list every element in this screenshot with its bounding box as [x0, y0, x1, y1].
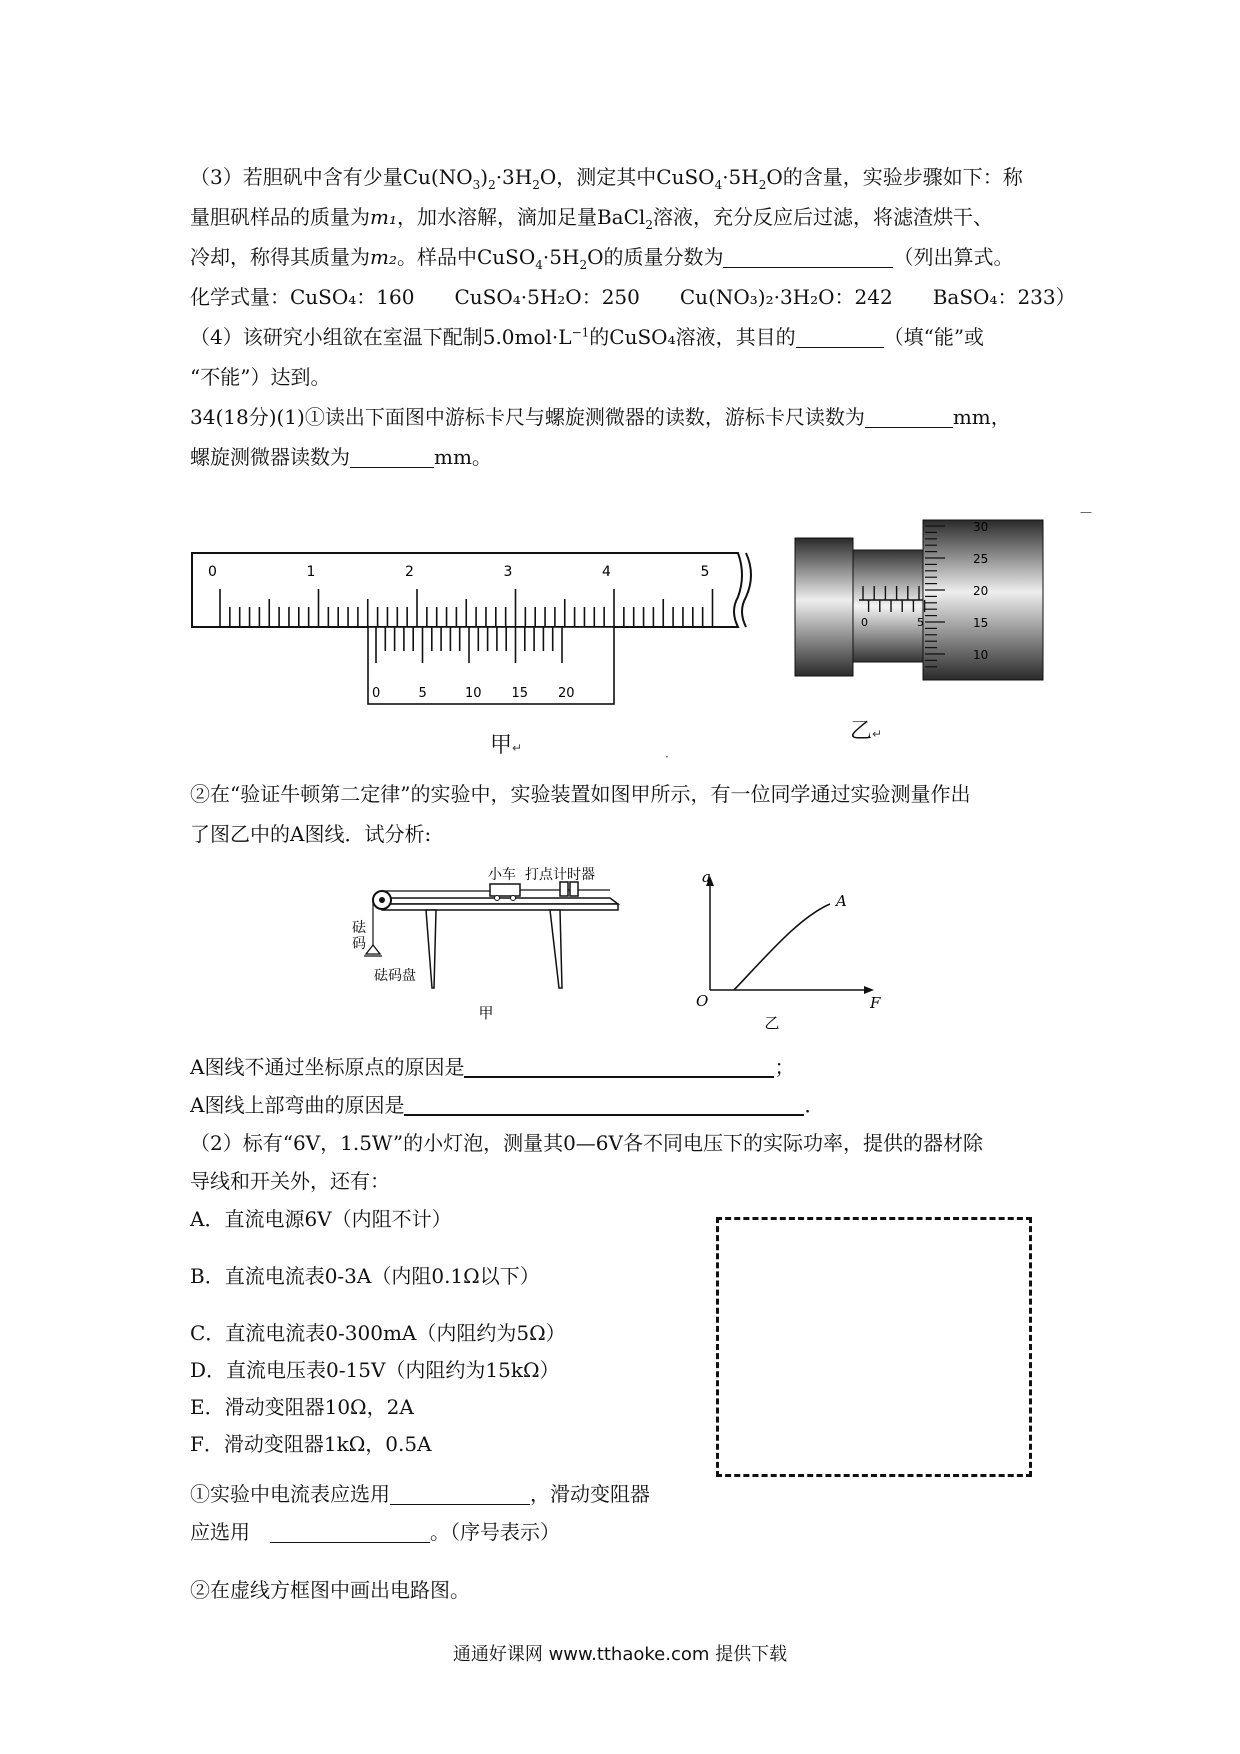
unit-mm: mm。 — [434, 445, 492, 469]
vernier-caliper-figure — [190, 545, 760, 720]
newton-q2-text: A图线上部弯曲的原因是 — [190, 1093, 405, 1117]
circuit-instruction — [190, 1576, 470, 1604]
q34-line1 — [190, 403, 1011, 431]
origin-label: O — [696, 992, 709, 1010]
vernier-label: 0 — [372, 686, 381, 701]
micrometer-caption — [850, 714, 882, 745]
select-line2 — [190, 1518, 560, 1546]
table-leg — [426, 910, 436, 988]
newton-line2 — [190, 820, 431, 848]
thimble-label: 25 — [973, 552, 989, 566]
q34-text: 螺旋测微器读数为 — [190, 445, 350, 469]
p4-text: “不能”）达到。 — [190, 365, 331, 389]
caliper-reading-blank[interactable] — [865, 405, 953, 428]
thimble-label: 10 — [973, 648, 989, 662]
select-text: ①实验中电流表应选用 — [190, 1482, 390, 1506]
origin-reason-blank[interactable] — [464, 1054, 774, 1078]
pan-label: 砝码盘 — [374, 968, 416, 984]
part2-line1 — [190, 1129, 983, 1157]
option-text: A．直流电源6V（内阻不计） — [190, 1207, 452, 1231]
part2-line2 — [190, 1167, 390, 1195]
p3-text: O的质量分数为 — [587, 245, 724, 269]
select-line1 — [190, 1480, 650, 1508]
graph-caption: 乙 — [764, 1014, 780, 1032]
p3-text: O，测定其中CuSO — [539, 165, 715, 189]
p3-text: ，加水溶解，滴加足量BaCl — [396, 205, 646, 229]
thimble-label: 30 — [973, 520, 989, 534]
p3-text: （3）若胆矾中含有少量Cu(NO — [190, 165, 473, 189]
mass-m1: m₁ — [370, 205, 397, 229]
main-scale-label: 4 — [602, 564, 611, 580]
option-text: C．直流电流表0-300mA（内阻约为5Ω） — [190, 1321, 566, 1345]
ammeter-choice-blank[interactable] — [390, 1482, 530, 1505]
part2-text: （2）标有“6V，1.5W”的小灯泡，测量其0—6V各不同电压下的实际功率，提供的器材除 — [190, 1131, 983, 1155]
option-a — [190, 1205, 452, 1233]
track-board — [382, 898, 618, 904]
q34-line2 — [190, 443, 492, 471]
select-text: 。（序号表示） — [430, 1520, 560, 1544]
experiment-setup-figure — [352, 867, 630, 1022]
sleeve-label: 5 — [917, 616, 924, 629]
subscript: 2 — [579, 258, 588, 272]
p3-text: ·5H — [722, 165, 759, 189]
weight-pan — [366, 945, 380, 954]
subscript: 2 — [758, 178, 767, 192]
main-scale-label: 0 — [208, 564, 217, 580]
newton-q1-end: ； — [774, 1055, 795, 1079]
unit-mm: mm， — [952, 405, 1011, 429]
p3-text: 。样品中CuSO — [396, 245, 536, 269]
timer — [570, 882, 578, 896]
footer-text: 通通好课网 www.tthaoke.com 提供下载 — [452, 1644, 788, 1665]
main-scale-label: 5 — [700, 564, 710, 580]
cart — [490, 884, 520, 896]
frame-anvil — [795, 538, 853, 676]
p3-text: （列出算式。 — [893, 245, 1014, 269]
cart-wheel — [495, 896, 500, 901]
purpose-blank[interactable] — [796, 325, 884, 348]
p3-text: 冷却，称得其质量为 — [190, 245, 370, 269]
vernier-label: 20 — [558, 686, 575, 701]
newton-q2 — [190, 1091, 824, 1119]
p3-text: O的含量，实验步骤如下：称 — [766, 165, 1023, 189]
option-text: B．直流电流表0-3A（内阻0.1Ω以下） — [190, 1264, 540, 1288]
subscript: 2 — [645, 218, 653, 232]
rheostat-choice-blank[interactable] — [270, 1520, 430, 1543]
newton-text: 了图乙中的A图线．试分析: — [190, 822, 432, 846]
option-text: D．直流电压表0-15V（内阻约为15kΩ） — [190, 1358, 560, 1382]
mass-fraction-blank[interactable] — [723, 245, 893, 268]
p4-text: （填“能”或 — [883, 325, 985, 349]
p3-text: ·3H — [495, 165, 533, 189]
p3-text: ) — [480, 165, 489, 189]
a-f-graph — [690, 868, 890, 1032]
select-text: 应选用 — [190, 1520, 250, 1544]
return-mark-icon: ↵ — [872, 727, 883, 741]
newton-q1 — [190, 1053, 794, 1081]
subscript: 3 — [472, 178, 481, 192]
cart-label: 小车 — [488, 867, 516, 883]
main-scale-label: 2 — [405, 564, 414, 580]
vernier-label: 15 — [511, 686, 529, 701]
newton-q1-text: A图线不通过坐标原点的原因是 — [190, 1055, 465, 1079]
circuit-text: ②在虚线方框图中画出电路图。 — [190, 1578, 470, 1602]
sleeve — [853, 550, 933, 662]
caliper-caption-text: 甲 — [490, 733, 513, 758]
cart-wheel — [511, 896, 516, 901]
p3-line1 — [190, 163, 1023, 191]
main-scale-label: 3 — [503, 564, 513, 580]
subscript: 2 — [488, 178, 496, 192]
return-mark-icon: ↵ — [512, 741, 523, 755]
part2-text: 导线和开关外，还有： — [190, 1169, 390, 1193]
curve-a — [734, 904, 830, 990]
option-f — [190, 1430, 432, 1458]
p3-line4 — [190, 283, 1076, 311]
p3-text: ·5H — [542, 245, 580, 269]
p3-line3 — [190, 243, 1013, 271]
p4-text: （4）该研究小组欲在室温下配制5.0mol·L — [190, 325, 572, 349]
p3-line2 — [190, 203, 993, 231]
select-text: ，滑动变阻器 — [530, 1482, 650, 1506]
option-e — [190, 1393, 414, 1421]
vernier-label: 5 — [418, 686, 427, 701]
stray-dash-mark: — — [1080, 505, 1092, 519]
subscript: 4 — [535, 258, 543, 272]
subscript: 2 — [532, 178, 540, 192]
newton-text: ②在“验证牛顿第二定律”的实验中，实验装置如图甲所示，有一位同学通过实验测量作出 — [190, 782, 971, 806]
weight-label: 码 — [352, 936, 366, 952]
caliper-break-edge — [742, 553, 751, 627]
q34-text: 34(18分)(1)①读出下面图中游标卡尺与螺旋测微器的读数，游标卡尺读数为 — [190, 405, 865, 429]
p3-text: 溶液，充分反应后过滤，将滤渣烘干、 — [652, 205, 993, 229]
micrometer-figure — [795, 520, 1045, 680]
p4-text: 的CuSO₄溶液，其目的 — [589, 325, 796, 349]
micrometer-caption-text: 乙 — [850, 719, 873, 744]
sleeve-label: 0 — [861, 616, 868, 629]
vernier-label: 10 — [465, 686, 482, 701]
table-leg — [550, 910, 562, 988]
subscript: 4 — [714, 178, 723, 192]
caliper-caption — [490, 728, 522, 759]
timer-label: 打点计时器 — [525, 867, 595, 883]
formula-weights: 化学式量：CuSO₄：160 CuSO₄·5H₂O：250 Cu(NO₃)₂·3H₂O：242 BaSO₄：233） — [190, 285, 1076, 309]
footer — [0, 1640, 1240, 1666]
option-b — [190, 1262, 540, 1290]
superscript: −1 — [571, 325, 590, 340]
p4-line2 — [190, 363, 330, 391]
option-c — [190, 1319, 566, 1347]
setup-caption: 甲 — [478, 1004, 494, 1022]
p4-line1 — [190, 323, 984, 351]
weight-label: 砝 — [352, 920, 366, 936]
newton-q2-end: ． — [804, 1093, 825, 1117]
thimble-label: 15 — [973, 616, 989, 630]
micrometer-reading-blank[interactable] — [350, 445, 434, 468]
axis-x-label: F — [870, 994, 881, 1012]
option-text: E．滑动变阻器10Ω，2A — [190, 1395, 414, 1419]
curve-label: A — [836, 892, 847, 910]
option-d — [190, 1356, 560, 1384]
stray-dot-mark: · — [665, 750, 669, 764]
circuit-drawing-box[interactable] — [716, 1217, 1032, 1477]
table-top — [382, 904, 618, 910]
bend-reason-blank[interactable] — [404, 1092, 804, 1116]
p3-text: 量胆矾样品的质量为 — [190, 205, 370, 229]
axis-y-label: a — [702, 868, 711, 886]
thimble-label: 20 — [973, 584, 989, 598]
caliper-main-scale — [192, 553, 751, 627]
main-scale-label: 1 — [306, 564, 316, 580]
mass-m2: m₂ — [370, 245, 397, 269]
timer — [560, 882, 568, 896]
option-text: F．滑动变阻器1kΩ，0.5A — [190, 1432, 432, 1456]
caliper-vernier-scale — [368, 627, 614, 704]
x-axis-arrow-icon — [864, 986, 874, 994]
vernier-slider — [368, 627, 614, 704]
newton-line1 — [190, 780, 970, 808]
pulley-axle — [379, 897, 385, 903]
